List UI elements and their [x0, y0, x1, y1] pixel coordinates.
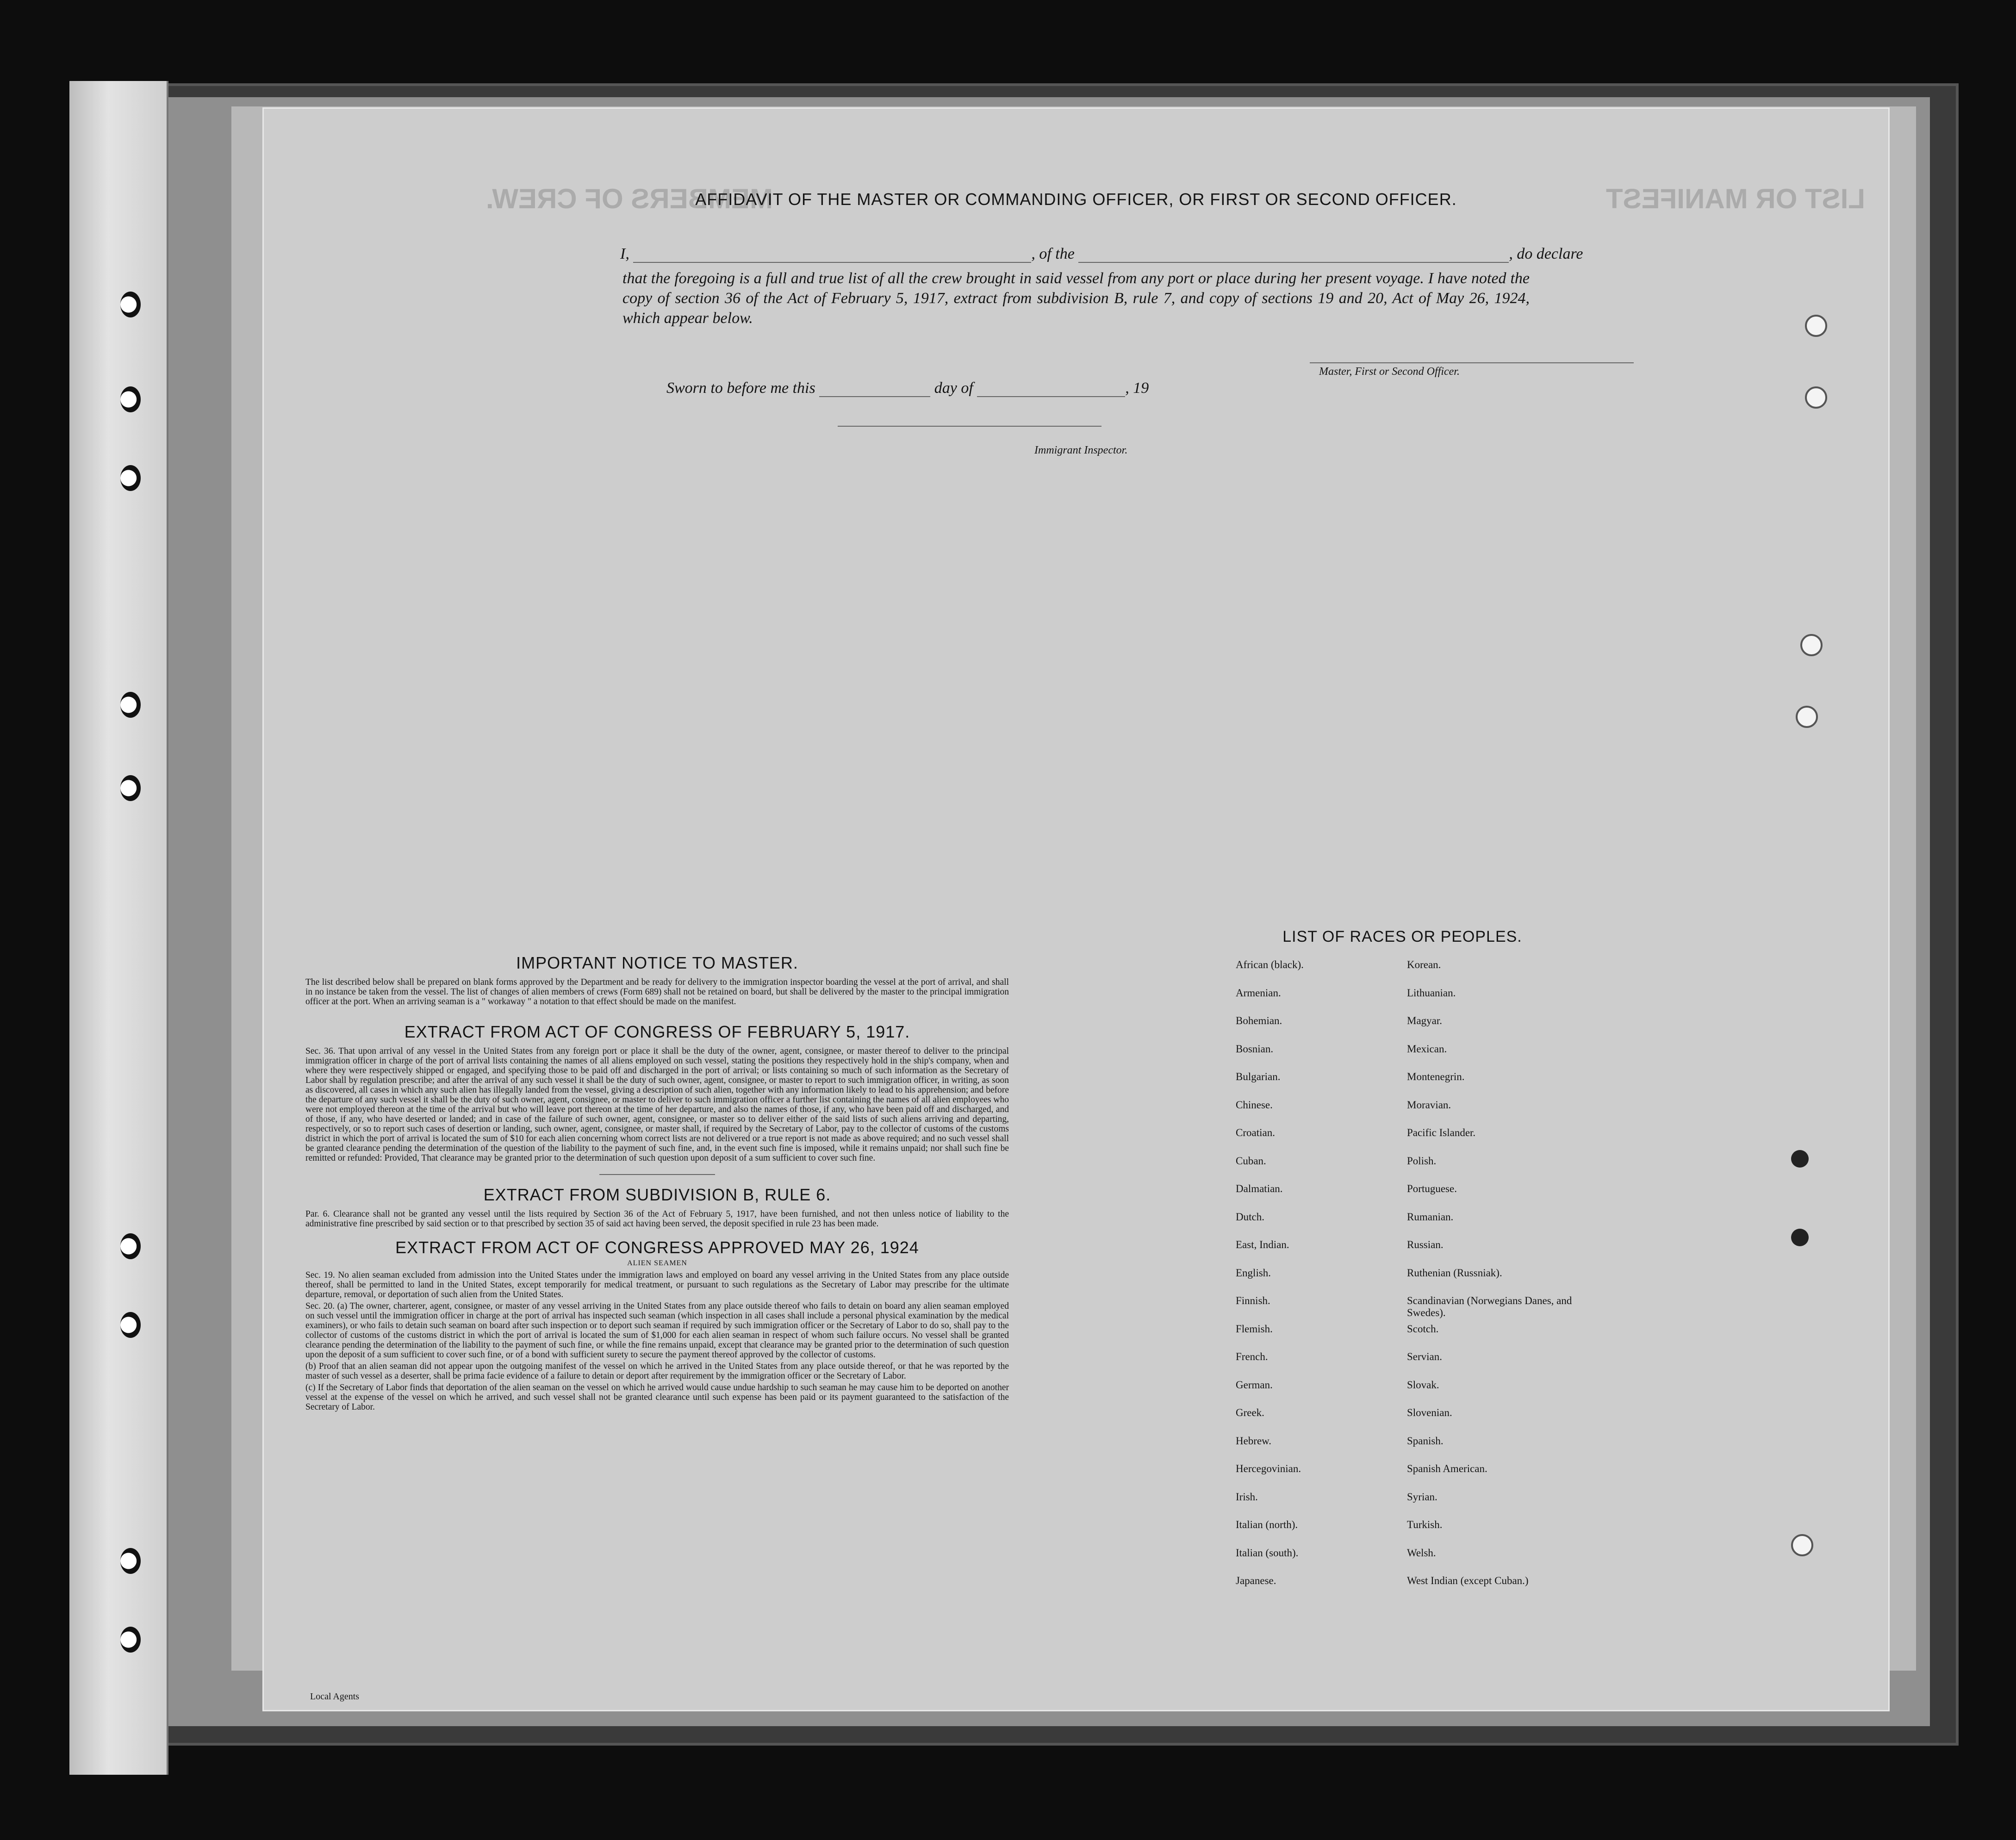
- extract-rule6-title: EXTRACT FROM SUBDIVISION B, RULE 6.: [483, 1185, 831, 1204]
- extract-1924-title: EXTRACT FROM ACT OF CONGRESS APPROVED MAY 26, 1924: [395, 1238, 919, 1257]
- race-item: Greek.: [1236, 1407, 1264, 1418]
- race-item: Lithuanian.: [1407, 987, 1456, 999]
- race-item: Pacific Islander.: [1407, 1127, 1476, 1138]
- sworn-prefix: Sworn to before me this: [666, 379, 815, 397]
- punch-hole-icon: [120, 292, 141, 317]
- punch-hole-icon: [1791, 1150, 1809, 1168]
- month-blank[interactable]: [977, 382, 1125, 397]
- extract-1924-sec19: Sec. 19. No alien seaman excluded from admission into the United States under the immigration laws and employed on board any vessel arriving in the United States from any place outside thereof, shall be permitted to land in the United States, except temporarily for medical treatment, or pursuant to such regulations as the Secretary of Labor may prescribe for the ultimate departure, removal, or deportation of such alien from the United States.: [305, 1270, 1009, 1299]
- race-item: Hercegovinian.: [1236, 1463, 1301, 1474]
- day-blank[interactable]: [819, 382, 930, 397]
- punch-hole-icon: [120, 1548, 141, 1574]
- divider: [599, 1174, 715, 1175]
- extract-1924-sec20b: (b) Proof that an alien seaman did not appear upon the outgoing manifest of the vessel on which he arrived in the United States from any place outside thereof, or that he was reported by the master of such vessel as a deserter, shall be prima facie evidence of a failure to detain or deport after requirement by the immigration officer or the Secretary of Labor.: [305, 1361, 1009, 1381]
- race-item: Polish.: [1407, 1155, 1437, 1167]
- race-item: Hebrew.: [1236, 1435, 1272, 1447]
- race-item: Irish.: [1236, 1491, 1258, 1503]
- punch-hole-icon: [120, 465, 141, 491]
- race-item: Syrian.: [1407, 1491, 1437, 1503]
- race-item: Spanish.: [1407, 1435, 1444, 1447]
- race-item: Scandinavian (Norwegians Danes, and Swedes).: [1407, 1295, 1572, 1318]
- master-signature-line[interactable]: [1310, 362, 1634, 363]
- notice-text: The list described below shall be prepared on blank forms approved by the Department and be ready for delivery to the immigration inspector boarding the vessel at the port of arrival, and shall in no instance be taken from the vessel. The list of changes of alien members of crews (Form 689) shall not be retained on board, but shall be delivered by the master to the principal immigration officer at the port. When an arriving seaman is a " workaway " a notation to that effect should be made on the manifest.: [305, 977, 1009, 1007]
- race-item: Spanish American.: [1407, 1463, 1487, 1474]
- race-item: Welsh.: [1407, 1547, 1436, 1559]
- race-item: Moravian.: [1407, 1099, 1451, 1111]
- inspector-signature-line[interactable]: [838, 426, 1101, 427]
- races-columns: [1203, 959, 1601, 1603]
- race-item: French.: [1236, 1351, 1268, 1362]
- extract-1917-text: Sec. 36. That upon arrival of any vessel in the United States from any foreign port or place it shall be the duty of the owner, agent, consignee, or master thereof to deliver to the principal immigration officer in charge of the port of arrival lists containing the names of all aliens employed on such vessel, stating the positions they respectively hold in the ship's company, when and where they were respectively shipped or engaged, and specifying those to be paid off and discharged in the port of arrival; or lists containing so much of such information as the Secretary of Labor shall by regulation prescribe; and after the arrival of any such vessel it shall be the duty of such owner, agent, consignee, or master to report to such immigration officer, in writing, as soon as discovered, all cases in which any such alien has illegally landed from the vessel, giving a description of such alien, together with any information likely to lead to his apprehension; and before the departure of any such vessel it shall be the duty of such owner, agent, consignee, or master to deliver to such immigration officer a further list containing the names of all alien employees who were not employed thereon at the time of the arrival but who will leave port thereon at the time of her departure, and also the names of those, if any, who have been paid off and discharged, and of those, if any, who have deserted or landed; and in case of the failure of such owner, agent, consignee, or master so to deliver either of the said lists of such aliens arriving and departing, respectively, or so to report such cases of desertion or landing, such owner, agent, consignee, or master shall, if required by the Secretary of Labor, pay to the collector of customs of the customs district in which the port of arrival is located the sum of $10 for each alien concerning whom correct lists are not delivered or a true report is not made as above required; and no such vessel shall be granted clearance pending the determination of the question of the liability to the payment of such fine, and, in the event such fine is imposed, while it remains unpaid; nor shall such fine be remitted or refunded: Provided, That clearance may be granted prior to the determination of such question upon deposit of a sum sufficient to cover such fine.: [305, 1046, 1009, 1163]
- punch-hole-icon: [1805, 315, 1827, 337]
- races-title: LIST OF RACES OR PEOPLES.: [1282, 928, 1522, 945]
- punch-hole-icon: [120, 386, 141, 412]
- race-item: Armenian.: [1236, 987, 1281, 999]
- race-item: Finnish.: [1236, 1295, 1270, 1306]
- race-item: Montenegrin.: [1407, 1071, 1465, 1082]
- race-item: Dutch.: [1236, 1211, 1264, 1223]
- race-item: Dalmatian.: [1236, 1183, 1283, 1194]
- races-left-column: [1203, 959, 1407, 1603]
- show-through-text: MEMBERS OF CREW.: [486, 183, 773, 214]
- binding-strip: [69, 81, 168, 1775]
- vessel-blank[interactable]: [1078, 248, 1509, 263]
- declaration-prefix: I,: [620, 245, 629, 262]
- name-blank[interactable]: [633, 248, 1031, 263]
- race-item: Portuguese.: [1407, 1183, 1457, 1194]
- race-item: East, Indian.: [1236, 1239, 1289, 1250]
- extract-1924-sec20a: Sec. 20. (a) The owner, charterer, agent, consignee, or master of any vessel arriving in the United States from any place outside thereof who fails to detain on board any alien seaman employed on such vessel until the immigration officer in charge at the port of arrival has inspected such seaman (which inspection in all cases shall include a personal physical examination by the medical examiners), or who fails to detain such seaman on board after such inspection or to deport such seaman if required by such immigration officer or the Secretary of Labor to do so, shall pay to the collector of customs of the customs district in which the port of arrival is located the sum of $1,000 for each alien seaman in respect of whom such failure occurs. No vessel shall be granted clearance pending the determination of the liability to the payment of such fine, or while the fine remains unpaid, except that clearance may be granted prior to the determination of such question upon the deposit of a sum sufficient to cover such fine, or of a bond with sufficient surety to secure the payment thereof approved by the collector of customs.: [305, 1301, 1009, 1360]
- race-item: Chinese.: [1236, 1099, 1273, 1111]
- race-item: Italian (south).: [1236, 1547, 1299, 1559]
- punch-hole-icon: [120, 1627, 141, 1653]
- race-item: Bohemian.: [1236, 1015, 1282, 1026]
- race-item: Slovenian.: [1407, 1407, 1452, 1418]
- extract-1924-sec20c: (c) If the Secretary of Labor finds that deportation of the alien seaman on the vessel on which he arrived would cause undue hardship to such seaman he may cause him to be deported on another vessel at the expense of the vessel on which he arrived, and such vessel shall not be granted clearance until such expense has been paid or its payment guaranteed to the satisfaction of the Secretary of Labor.: [305, 1383, 1009, 1412]
- races-list: [1203, 928, 1601, 1603]
- race-item: Magyar.: [1407, 1015, 1443, 1026]
- race-item: Russian.: [1407, 1239, 1444, 1250]
- race-item: West Indian (except Cuban.): [1407, 1575, 1529, 1586]
- race-item: Korean.: [1407, 959, 1441, 970]
- race-item: Scotch.: [1407, 1323, 1439, 1335]
- race-item: Japanese.: [1236, 1575, 1276, 1586]
- punch-hole-icon: [120, 1233, 141, 1259]
- punch-hole-icon: [120, 692, 141, 718]
- race-item: Flemish.: [1236, 1323, 1273, 1335]
- punch-hole-icon: [120, 775, 141, 801]
- race-item: Cuban.: [1236, 1155, 1266, 1167]
- race-item: Turkish.: [1407, 1519, 1443, 1530]
- punch-hole-icon: [120, 1312, 141, 1338]
- race-item: English.: [1236, 1267, 1271, 1279]
- punch-hole-icon: [1796, 706, 1818, 728]
- legal-notices: [305, 953, 1009, 1412]
- inspector-signature-label: Immigrant Inspector.: [1034, 444, 1128, 456]
- punch-hole-icon: [1791, 1229, 1809, 1246]
- declaration-suffix: , do declare: [1509, 245, 1583, 262]
- sworn-year: , 19: [1125, 379, 1149, 397]
- extract-rule6-text: Par. 6. Clearance shall not be granted any vessel until the lists required by Section 36 of the Act of February 5, 1917, have been furnished, and not then unless notice of liability to the administrative fine prescribed by said section or to that prescribed by section 35 of said act having been served, the deposit specified in rule 23 has been made.: [305, 1209, 1009, 1229]
- extract-1917-title: EXTRACT FROM ACT OF CONGRESS OF FEBRUARY 5, 1917.: [404, 1022, 910, 1041]
- punch-hole-icon: [1791, 1534, 1813, 1556]
- race-item: African (black).: [1236, 959, 1304, 970]
- race-item: Ruthenian (Russniak).: [1407, 1267, 1502, 1279]
- declaration-mid: , of the: [1031, 245, 1075, 262]
- notice-title: IMPORTANT NOTICE TO MASTER.: [516, 953, 798, 972]
- local-agents-label: Local Agents: [310, 1691, 360, 1702]
- punch-hole-icon: [1805, 386, 1827, 409]
- manifest-page: [264, 109, 1888, 1710]
- race-item: German.: [1236, 1379, 1273, 1391]
- race-item: Bulgarian.: [1236, 1071, 1281, 1082]
- declaration-body: that the foregoing is a full and true list of all the crew brought in said vessel from any port or place during her present voyage. I have noted the copy of section 36 of the Act of February 5, 1917, extract from subdivision B, rule 7, and copy of sections 19 and 20, Act of May 26, 1924, which appear below.: [622, 270, 1530, 327]
- sworn-line: [666, 379, 1149, 397]
- race-item: Bosnian.: [1236, 1043, 1274, 1055]
- extract-1924-subtitle: ALIEN SEAMEN: [627, 1259, 687, 1267]
- declaration-line: [620, 245, 1583, 263]
- show-through-text: LIST OR MANIFEST: [1606, 183, 1865, 214]
- master-signature-label: Master, First or Second Officer.: [1319, 366, 1460, 378]
- sworn-day-of: day of: [934, 379, 973, 397]
- race-item: Italian (north).: [1236, 1519, 1298, 1530]
- race-item: Mexican.: [1407, 1043, 1447, 1055]
- races-right-column: [1407, 959, 1601, 1603]
- race-item: Rumanian.: [1407, 1211, 1454, 1223]
- punch-hole-icon: [1800, 634, 1823, 656]
- race-item: Servian.: [1407, 1351, 1443, 1362]
- race-item: Croatian.: [1236, 1127, 1275, 1138]
- race-item: Slovak.: [1407, 1379, 1439, 1391]
- affidavit-title: AFFIDAVIT OF THE MASTER OR COMMANDING OFFICER, OR FIRST OR SECOND OFFICER.: [695, 190, 1457, 209]
